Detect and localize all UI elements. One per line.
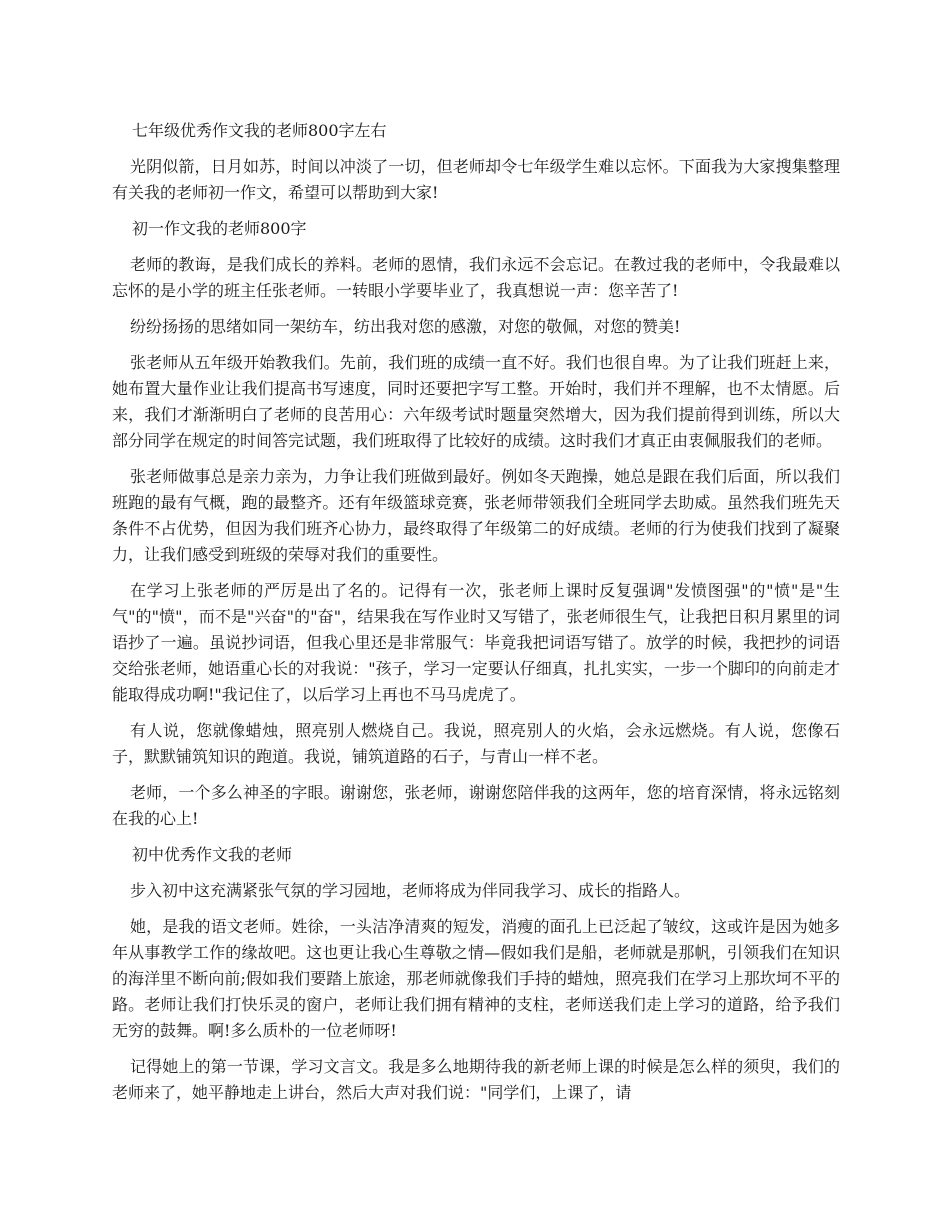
intro-paragraph: 光阴似箭，日月如苏，时间以冲淡了一切，但老师却令七年级学生难以忘怀。下面我为大家搜集整理有关我的老师初一作文，希望可以帮助到大家!: [112, 157, 840, 202]
paragraph: 记得她上的第一节课，学习文言文。我是多么地期待我的新老师上课的时候是怎么样的须臾，我们的老师来了，她平静地走上讲台，然后大声对我们说："同学们，上课了，请: [112, 1057, 840, 1102]
paragraph: 有人说，您就像蜡烛，照亮别人燃烧自己。我说，照亮别人的火焰，会永远燃烧。有人说，您像石子，默默铺筑知识的跑道。我说，铺筑道路的石子，与青山一样不老。: [112, 721, 840, 766]
paragraph: 纷纷扬扬的思绪如同一架纺车，纺出我对您的感激，对您的敬佩，对您的赞美!: [130, 317, 681, 336]
document-page: [112, 118, 840, 1116]
paragraph: 她，是我的语文老师。姓徐，一头洁净清爽的短发，消瘦的面孔上已泛起了皱纹，这或许是因为她多年从事教学工作的缘故吧。这也更让我心生尊敬之情—假如我们是船，老师就是那帆，引领我们在知识的海洋里不断向前;假如我们要踏上旅途，那老师就像我们手持的蜡烛，照亮我们在学习上那坎坷不平的路。老师让我们打快乐灵的窗户，老师让我们拥有精神的支柱，老师送我们走上学习的道路，给予我们无穷的鼓舞。啊!多么质朴的一位老师呀!: [112, 917, 840, 1040]
essay-title: 七年级优秀作文我的老师800字左右: [132, 121, 387, 140]
paragraph: 张老师做事总是亲力亲为，力争让我们班做到最好。例如冬天跑操，她总是跟在我们后面，所以我们班跑的最有气概，跑的最整齐。还有年级篮球竞赛，张老师带领我们全班同学去助威。虽然我们班先天条件不占优势，但因为我们班齐心协力，最终取得了年级第二的好成绩。老师的行为使我们找到了凝聚力，让我们感受到班级的荣辱对我们的重要性。: [112, 467, 840, 564]
section-heading-2: 初中优秀作文我的老师: [132, 845, 293, 864]
paragraph: 老师的教诲，是我们成长的养料。老师的恩情，我们永远不会忘记。在教过我的老师中，令我最难以忘怀的是小学的班主任张老师。一转眼小学要毕业了，我真想说一声：您辛苦了!: [112, 255, 840, 300]
paragraph: 张老师从五年级开始教我们。先前，我们班的成绩一直不好。我们也很自卑。为了让我们班赶上来，她布置大量作业让我们提高书写速度，同时还要把字写工整。开始时，我们并不理解，也不太情愿。后来，我们才渐渐明白了老师的良苦用心：六年级考试时题量突然增大，因为我们提前得到训练，所以大部分同学在规定的时间答完试题，我们班取得了比较好的成绩。这时我们才真正由衷佩服我们的老师。: [112, 353, 840, 450]
section-heading-1: 初一作文我的老师800字: [132, 219, 307, 238]
paragraph: 在学习上张老师的严厉是出了名的。记得有一次，张老师上课时反复强调"发愤图强"的"愤"是"生气"的"愤"，而不是"兴奋"的"奋"，结果我在写作业时又写错了，张老师很生气，让我把日积月累里的词语抄了一遍。虽说抄词语，但我心里还是非常服气：毕竟我把词语写错了。放学的时候，我把抄的词语交给张老师，她语重心长的对我说："孩子，学习一定要认仔细真，扎扎实实，一步一个脚印的向前走才能取得成功啊!"我记住了，以后学习上再也不马马虎虎了。: [112, 581, 840, 704]
paragraph: 步入初中这充满紧张气氛的学习园地，老师将成为伴同我学习、成长的指路人。: [130, 881, 691, 900]
paragraph: 老师，一个多么神圣的字眼。谢谢您，张老师，谢谢您陪伴我的这两年，您的培育深情，将永远铭刻在我的心上!: [112, 783, 840, 828]
